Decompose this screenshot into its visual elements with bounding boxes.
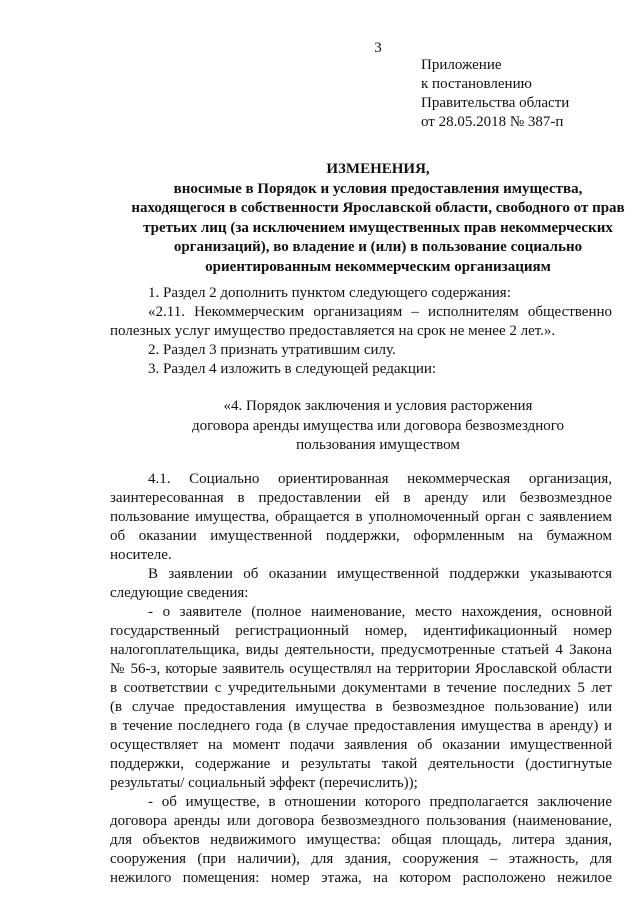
body-line: 4.1. Социально ориентированная некоммерческая организация, [148, 471, 612, 487]
subheading-line: организаций), во владение и (или) в пользование социально [173, 239, 583, 255]
body-line: осуществляет на момент подачи заявления об оказании имущественной [110, 737, 612, 753]
body-line: в течение последнего года (в случае предоставления имущества в аренду) и [110, 718, 612, 734]
body-line: (в случае предоставления имущества в безвозмездное пользование) или [110, 699, 612, 715]
appendix-line: от 28.05.2018 № 387-п [421, 114, 564, 130]
body-line: № 56-з, которые заявитель осуществлял на территории Ярославской области [110, 661, 612, 677]
amendment-item: 1. Раздел 2 дополнить пунктом следующего содержания: [148, 285, 511, 301]
body-line: - о заявителе (полное наименование, место нахождения, основной [148, 604, 612, 620]
body-line: в соответствии с учредительными документами в течение последних 5 лет [110, 680, 612, 696]
appendix-line: к постановлению [421, 76, 532, 92]
subheading-line: находящегося в собственности Ярославской области, свободного от прав [131, 200, 625, 216]
body-line: налогоплательщика, виды деятельности, предусмотренные статьей 4 Закона [110, 642, 612, 658]
amendment-item: «2.11. Некоммерческим организациям – исполнителям общественно [148, 304, 612, 320]
body-line: договора аренды или договора безвозмездного пользования (наименование, [110, 813, 612, 829]
body-line: пользование имущества, обращается в уполномоченный орган с заявлением [110, 509, 612, 525]
section-title-line: «4. Порядок заключения и условия расторжения [223, 398, 533, 414]
appendix-line: Правительства области [421, 95, 570, 111]
subheading-line: вносимые в Порядок и условия предоставления имущества, [173, 181, 583, 197]
body-line: сооружения (при наличии), для здания, сооружения – этажность, для [110, 851, 612, 867]
body-line: - об имуществе, в отношении которого предполагается заключение [148, 794, 612, 810]
amendment-item: 2. Раздел 3 признать утратившим силу. [148, 342, 396, 358]
section-title-line: договора аренды имущества или договора безвозмездного [191, 418, 565, 434]
subheading-line: ориентированным некоммерческим организациям [205, 259, 551, 275]
body-line: результаты/ социальный эффект (перечислить)); [110, 775, 418, 791]
body-line: В заявлении об оказании имущественной поддержки указываются [148, 566, 612, 582]
page-number: 3 [374, 40, 382, 56]
subheading-line: третьих лиц (за исключением имущественных прав некоммерческих [143, 220, 613, 236]
body-line: для объектов недвижимого имущества: общая площадь, литера здания, [110, 832, 612, 848]
amendment-item: 3. Раздел 4 изложить в следующей редакции: [148, 361, 437, 377]
appendix-line: Приложение [421, 57, 502, 73]
body-line: заинтересованная в предоставлении ей в аренду или безвозмездное [110, 490, 612, 506]
body-line: носителе. [110, 547, 172, 563]
body-line: следующие сведения: [110, 585, 249, 601]
body-line: нежилого помещения: номер этажа, на котором расположено нежилое [110, 870, 612, 886]
document-heading: ИЗМЕНЕНИЯ, [326, 161, 430, 177]
body-line: государственный регистрационный номер, идентификационный номер [110, 623, 612, 639]
body-line: поддержки, содержание и результаты такой деятельности (достигнутые [110, 756, 612, 772]
amendment-item: полезных услуг имущество предоставляется на срок не менее 2 лет.». [110, 323, 556, 339]
body-line: об оказании имущественной поддержки, оформленным на бумажном [110, 528, 612, 544]
section-title-line: пользования имуществом [296, 437, 460, 453]
